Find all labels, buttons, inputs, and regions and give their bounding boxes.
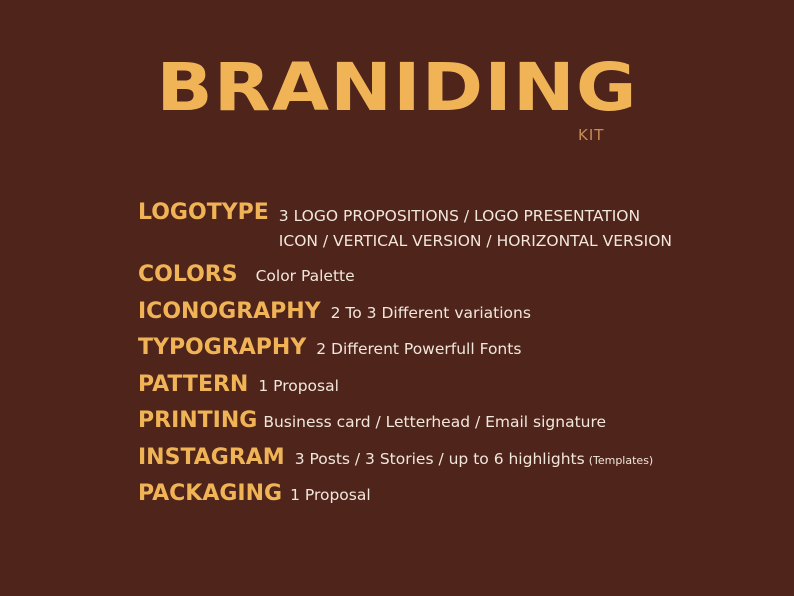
list-item-logotype [138,200,778,262]
item-desc-line1: 3 LOGO PROPOSITIONS / LOGO PRESENTATION [278,207,641,225]
item-desc: 2 Different Powerfull Fonts [316,340,522,358]
item-desc: 3 Posts / 3 Stories / up to 6 highlights [294,449,585,468]
item-label: LOGOTYPE [138,200,269,225]
item-desc: 1 Proposal [290,486,371,504]
list-item-iconography [138,299,778,336]
list-item-colors [138,262,778,299]
list-item-packaging [138,481,778,518]
page-title: BRANIDING [156,49,638,126]
list-item-typography [138,335,778,372]
item-desc: 2 To 3 Different variations [330,303,531,322]
item-label: INSTAGRAM [138,444,285,470]
item-desc-line2: ICON / VERTICAL VERSION / HORIZONTAL VERSION [278,232,672,250]
item-label: PATTERN [138,371,249,397]
list-item-pattern [138,372,778,409]
item-desc: Color Palette [255,267,355,285]
list-item-printing [138,408,778,445]
feature-list [138,200,778,518]
item-note: (Templates) [588,453,654,467]
item-desc [279,200,672,254]
item-label: PACKAGING [138,481,283,506]
item-label: COLORS [138,262,238,287]
page-subtitle: KIT [578,126,605,144]
list-item-instagram [138,445,778,482]
item-desc: Business card / Letterhead / Email signature [263,413,607,431]
item-label: PRINTING [138,408,258,433]
item-desc: 1 Proposal [258,376,339,395]
item-label: TYPOGRAPHY [138,335,307,360]
item-label: ICONOGRAPHY [138,298,321,324]
